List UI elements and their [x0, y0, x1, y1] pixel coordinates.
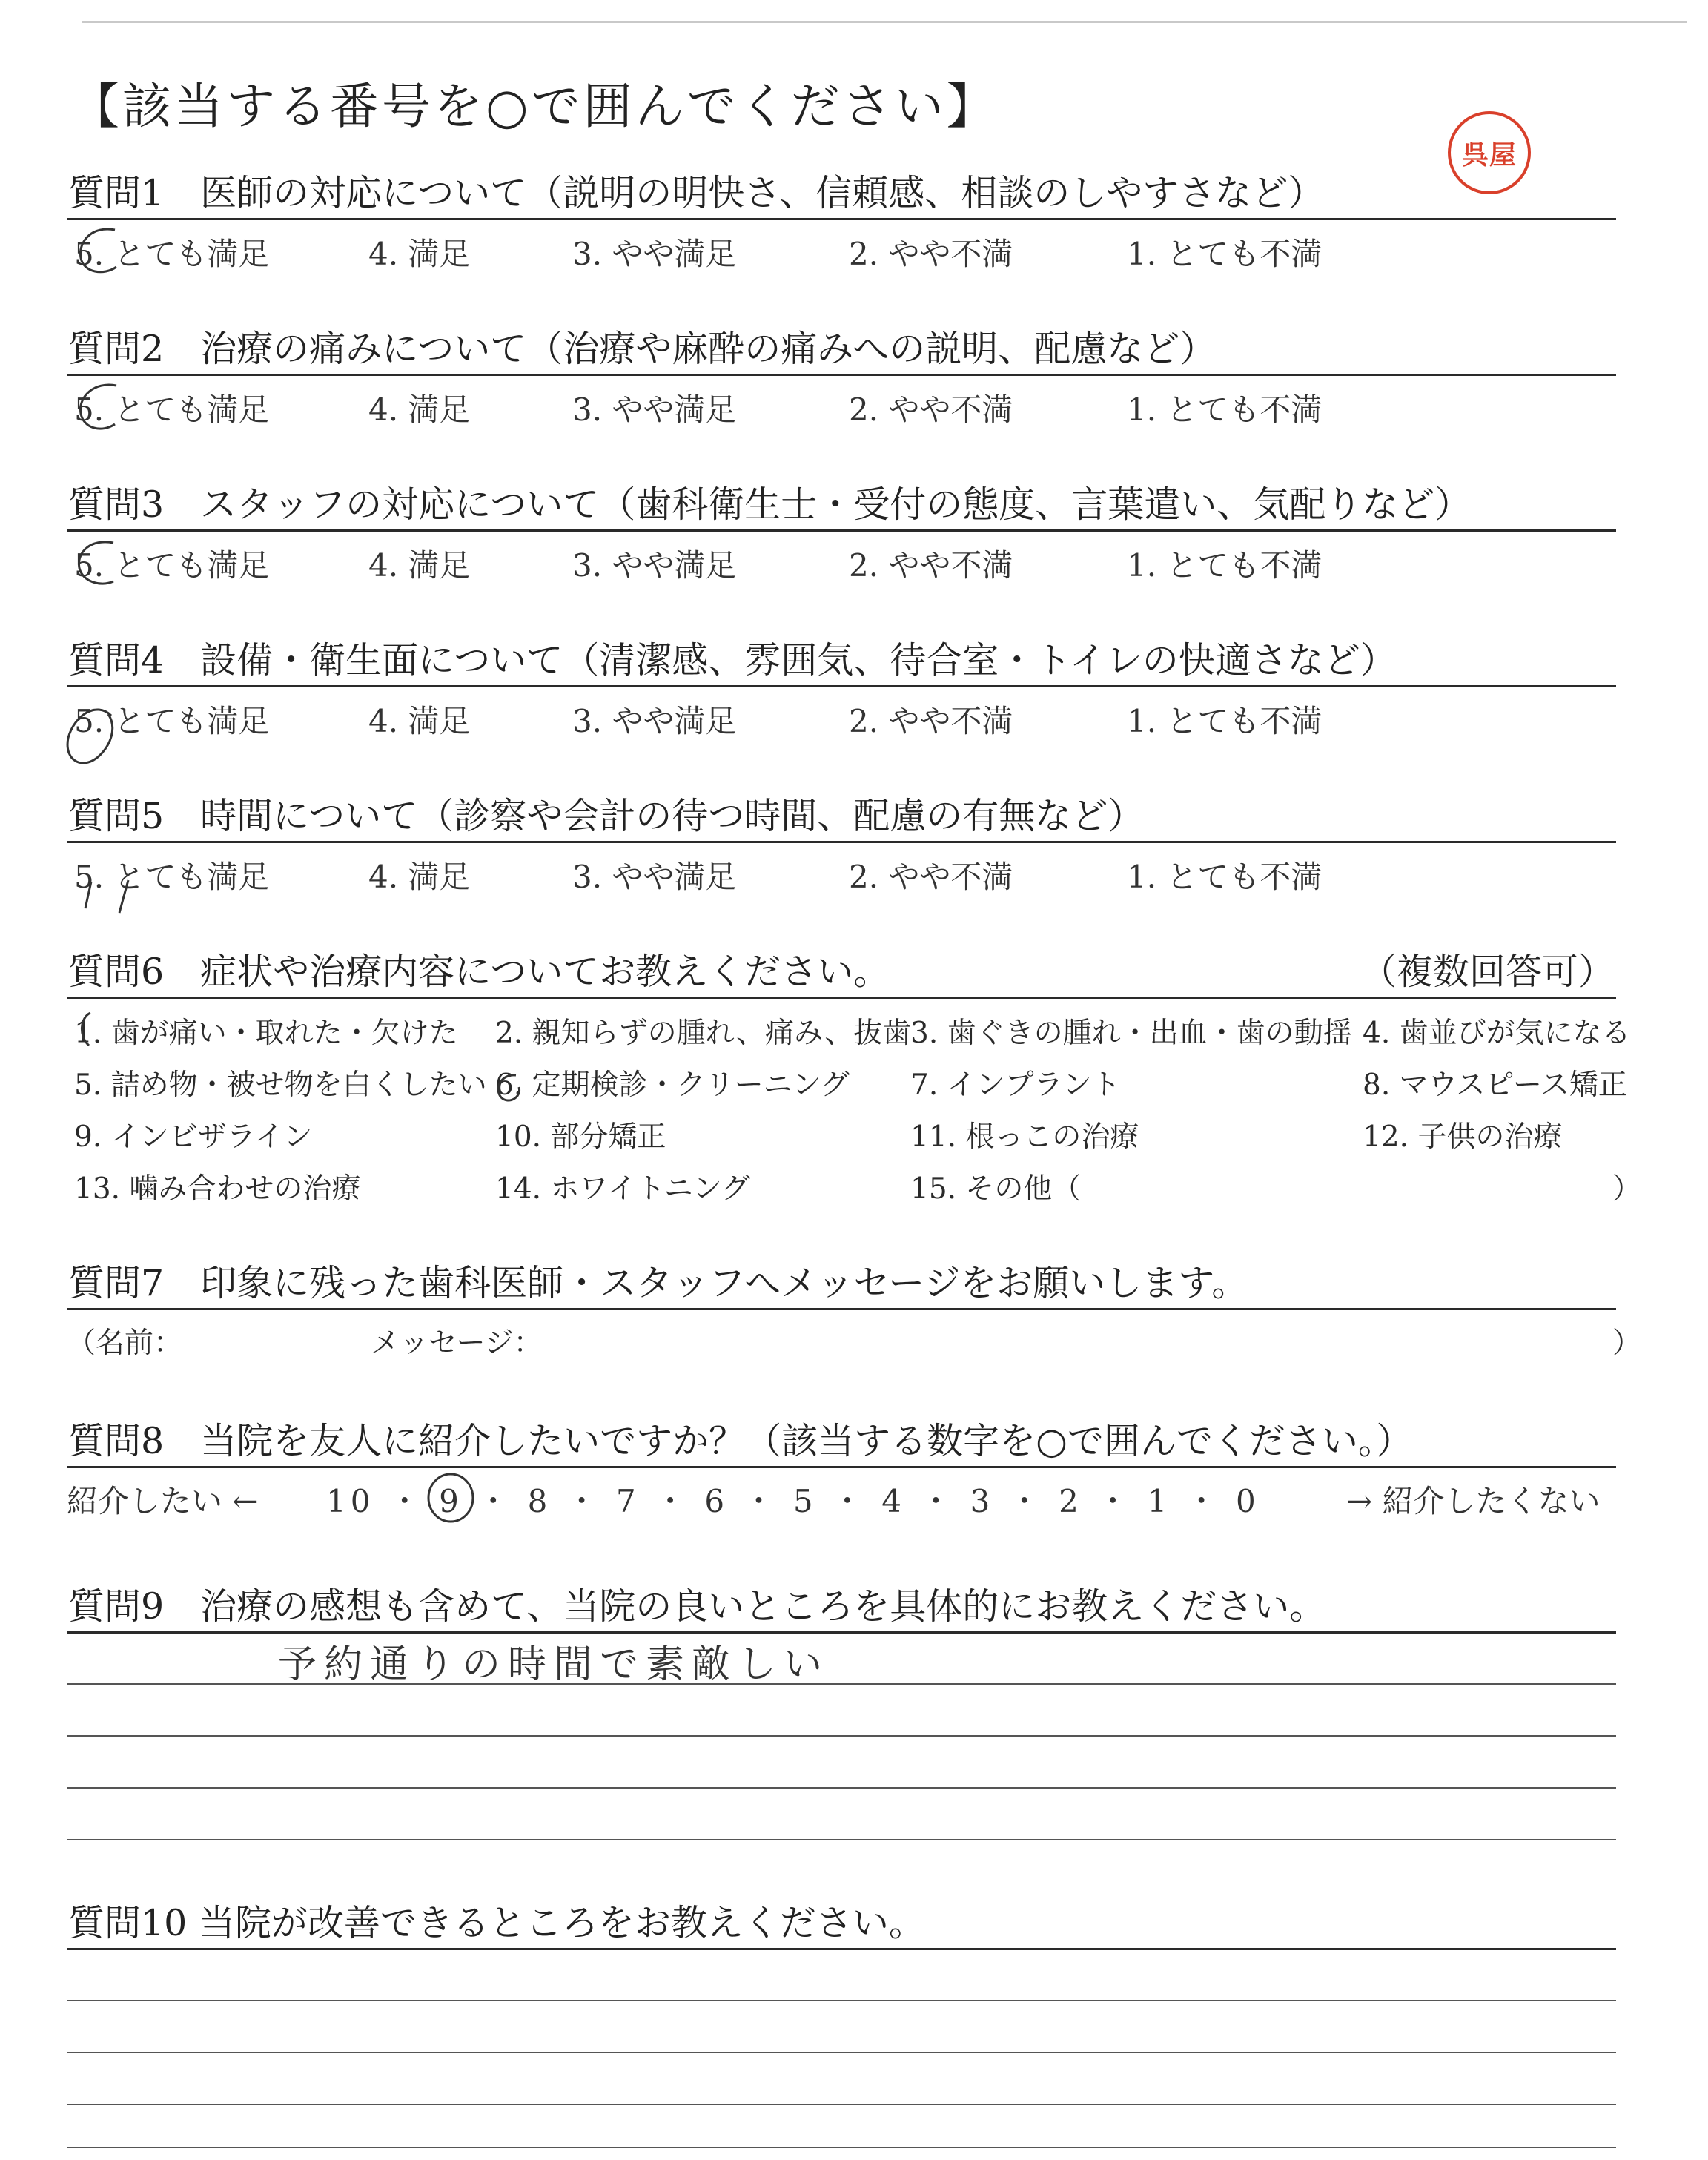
q2-option-1[interactable]: 1. とても不満	[1127, 392, 1323, 428]
question-2-title: 質問2 治療の痛みについて（治療や麻酔の痛みへの説明、配慮など）	[68, 328, 1217, 370]
q8-scale[interactable]: 10 ・ 9 ・ 8 ・ 7 ・ 6 ・ 5 ・ 4 ・ 3 ・ 2 ・ 1 ・ 0	[326, 1483, 1260, 1519]
q5-option-4[interactable]: 4. 満足	[368, 859, 471, 895]
symptom-8[interactable]: 8. マウスピース矯正	[1363, 1069, 1627, 1102]
q3-option-4[interactable]: 4. 満足	[368, 547, 471, 584]
q7-close: ）	[1612, 1327, 1642, 1360]
q9-line-3	[67, 1787, 1616, 1789]
q2-answer-circle	[70, 378, 137, 437]
symptom-14[interactable]: 14. ホワイトニング	[495, 1172, 750, 1206]
symptom-10[interactable]: 10. 部分矯正	[495, 1120, 666, 1154]
instruction-header: 【該当する番号を○で囲んでください】	[70, 78, 999, 135]
question-8-rule	[67, 1466, 1616, 1468]
seal-stamp: 呉屋	[1448, 111, 1531, 194]
q3-answer-circle	[70, 534, 137, 593]
q5-option-2[interactable]: 2. やや不満	[849, 859, 1013, 895]
question-1-title: 質問1 医師の対応について（説明の明快さ、信頼感、相談のしやすさなど）	[68, 172, 1325, 214]
question-7-title: 質問7 印象に残った歯科医師・スタッフへメッセージをお願いします。	[68, 1262, 1248, 1304]
q8-answer-circle	[421, 1470, 480, 1529]
q2-option-2[interactable]: 2. やや不満	[849, 392, 1013, 428]
question-3-rule	[67, 529, 1616, 532]
symptom-9[interactable]: 9. インビザライン	[74, 1120, 313, 1154]
question-4-rule	[67, 685, 1616, 687]
q7-message-label: メッセージ：	[371, 1327, 543, 1360]
question-5-title: 質問5 時間について（診察や会計の待つ時間、配慮の有無など）	[68, 795, 1145, 837]
symptom-1[interactable]: 1. 歯が痛い・取れた・欠けた	[74, 1017, 458, 1050]
q4-option-4[interactable]: 4. 満足	[368, 703, 471, 739]
symptom-1-circle	[74, 1007, 104, 1051]
q2-option-3[interactable]: 3. やや満足	[572, 392, 737, 428]
q3-option-3[interactable]: 3. やや満足	[572, 547, 737, 584]
q4-option-2[interactable]: 2. やや不満	[849, 703, 1013, 739]
q1-option-3[interactable]: 3. やや満足	[572, 236, 737, 272]
q1-option-5[interactable]: 5. とても満足	[74, 236, 270, 272]
question-6-rule	[67, 997, 1616, 999]
symptom-3[interactable]: 3. 歯ぐきの腫れ・出血・歯の動揺	[910, 1017, 1352, 1050]
q4-answer-circle	[59, 693, 133, 782]
symptom-15-other[interactable]: 15. その他（	[910, 1172, 1082, 1206]
q7-name-label: （名前：	[67, 1327, 183, 1360]
question-9-title: 質問9 治療の感想も含めて、当院の良いところを具体的にお教えください。	[68, 1585, 1326, 1628]
q4-option-5[interactable]: 5. とても満足	[74, 703, 270, 739]
q5-option-1[interactable]: 1. とても不満	[1127, 859, 1323, 895]
question-3-title: 質問3 スタッフの対応について（歯科衛生士・受付の態度、言葉遣い、気配りなど）	[68, 483, 1472, 526]
q8-left-label: 紹介したい ←	[67, 1483, 259, 1519]
scan-top-edge	[82, 21, 1687, 23]
q4-option-3[interactable]: 3. やや満足	[572, 703, 737, 739]
symptom-5[interactable]: 5. 詰め物・被せ物を白くしたい	[74, 1069, 487, 1102]
question-8-title: 質問8 当院を友人に紹介したいですか？（該当する数字を○で囲んでください。）	[68, 1420, 1413, 1462]
q8-right-label: → 紹介したくない	[1346, 1483, 1601, 1519]
q9-line-1	[67, 1683, 1616, 1685]
question-6-note: （複数回答可）	[1360, 951, 1615, 993]
q9-line-4	[67, 1839, 1616, 1840]
question-1-rule	[67, 218, 1616, 220]
symptom-6-circle	[489, 1068, 526, 1105]
symptom-6[interactable]: 6. 定期検診・クリーニング	[495, 1069, 850, 1102]
symptom-2[interactable]: 2. 親知らずの腫れ、痛み、抜歯	[495, 1017, 912, 1050]
q1-answer-circle	[70, 222, 137, 282]
q4-option-1[interactable]: 1. とても不満	[1127, 703, 1323, 739]
symptom-13[interactable]: 13. 噛み合わせの治療	[74, 1172, 361, 1206]
q3-option-1[interactable]: 1. とても不満	[1127, 547, 1323, 584]
q9-line-2	[67, 1735, 1616, 1737]
q3-option-2[interactable]: 2. やや不満	[849, 547, 1013, 584]
q1-option-4[interactable]: 4. 満足	[368, 236, 471, 272]
q10-line-3	[67, 2104, 1616, 2105]
q2-option-5[interactable]: 5. とても満足	[74, 392, 270, 428]
q5-option-5[interactable]: 5. とても満足	[74, 859, 270, 895]
symptom-12[interactable]: 12. 子供の治療	[1363, 1120, 1563, 1154]
q2-option-4[interactable]: 4. 満足	[368, 392, 471, 428]
question-6-title: 質問6 症状や治療内容についてお教えください。	[68, 951, 890, 993]
q9-handwritten-answer: 予約通りの時間で素敵しい	[278, 1642, 830, 1687]
question-4-title: 質問4 設備・衛生面について（清潔感、雰囲気、待合室・トイレの快適さなど）	[68, 639, 1397, 681]
symptom-15-close: ）	[1612, 1172, 1642, 1206]
question-10-rule	[67, 1948, 1616, 1950]
q5-option-3[interactable]: 3. やや満足	[572, 859, 737, 895]
symptom-4[interactable]: 4. 歯並びが気になる	[1363, 1017, 1631, 1050]
question-2-rule	[67, 374, 1616, 376]
question-7-rule	[67, 1308, 1616, 1310]
q5-answer-mark	[70, 871, 152, 931]
q1-option-1[interactable]: 1. とても不満	[1127, 236, 1323, 272]
question-5-rule	[67, 841, 1616, 843]
q10-line-1	[67, 2000, 1616, 2001]
q10-line-4	[67, 2147, 1616, 2148]
symptom-7[interactable]: 7. インプラント	[910, 1069, 1121, 1102]
q1-option-2[interactable]: 2. やや不満	[849, 236, 1013, 272]
q10-line-2	[67, 2052, 1616, 2053]
question-10-title: 質問10 当院が改善できるところをお教えください。	[68, 1902, 925, 1944]
q3-option-5[interactable]: 5. とても満足	[74, 547, 270, 584]
symptom-11[interactable]: 11. 根っこの治療	[910, 1120, 1139, 1154]
